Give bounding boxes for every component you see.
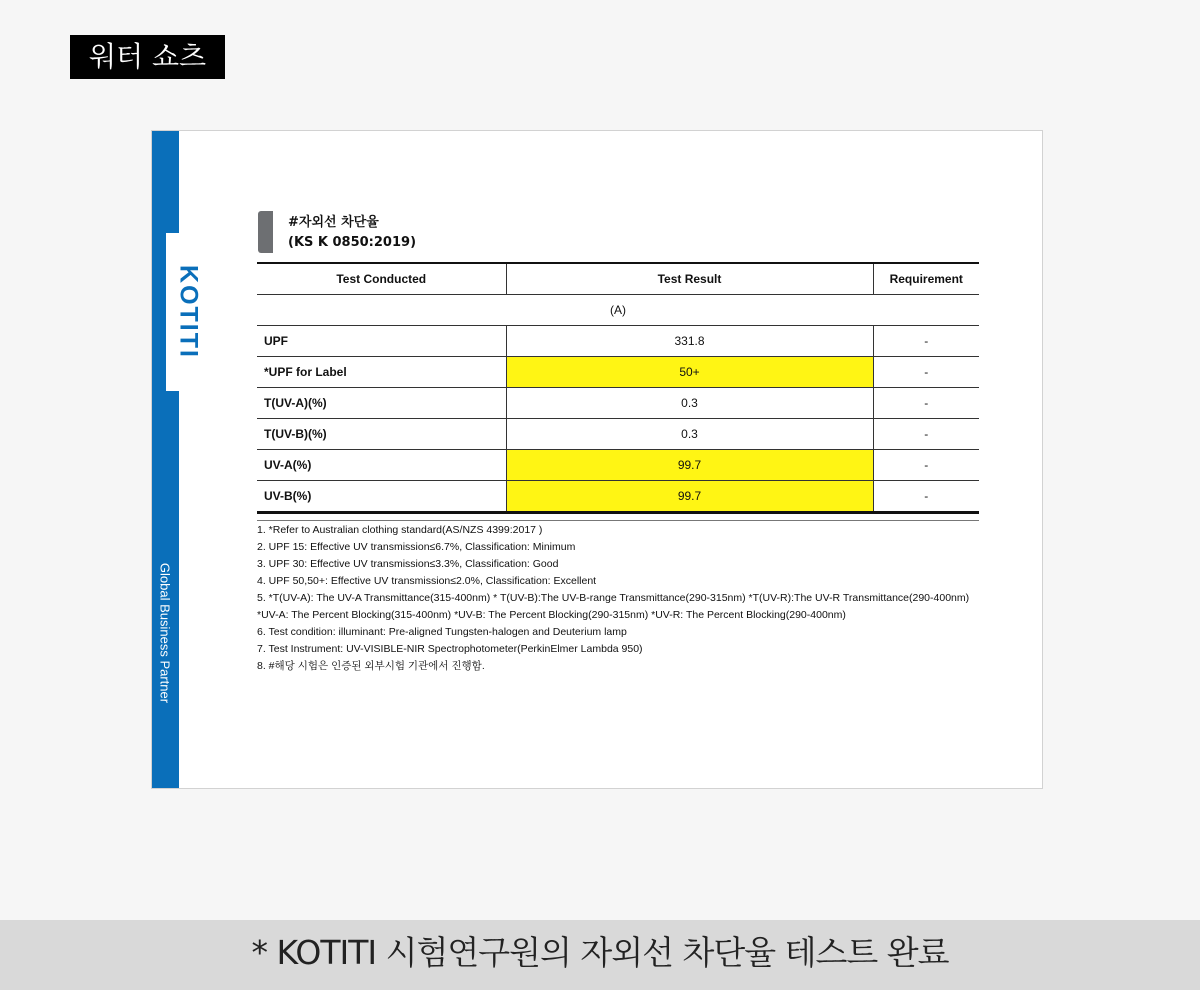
requirement-cell: - (873, 481, 979, 513)
requirement-cell: - (873, 388, 979, 419)
note-item: 1. *Refer to Australian clothing standard(AS/NZS 4399:2017 ) (257, 524, 543, 536)
section-title: #자외선 차단율 (288, 215, 379, 230)
section-heading (288, 213, 416, 253)
test-result-cell: 99.7 (506, 481, 873, 513)
test-name-cell: *UPF for Label (257, 357, 506, 388)
product-tag: 워터 쇼츠 (70, 35, 225, 79)
test-result-cell: 99.7 (506, 450, 873, 481)
test-result-cell: 331.8 (506, 326, 873, 357)
table-row (257, 388, 979, 419)
brand-sidebar (152, 131, 179, 788)
requirement-cell: - (873, 450, 979, 481)
table-row (257, 419, 979, 450)
footer-banner: * KOTITI 시험연구원의 자외선 차단율 테스트 완료 (0, 920, 1200, 990)
note-item: 2. UPF 15: Effective UV transmission≤6.7%, Classification: Minimum (257, 541, 576, 553)
requirement-cell: - (873, 419, 979, 450)
kotiti-logo: KOTITI (174, 265, 203, 359)
header-test-result: Test Result (506, 263, 873, 295)
test-name-cell: T(UV-B)(%) (257, 419, 506, 450)
sample-label-row (257, 295, 979, 326)
notes-divider (257, 520, 979, 521)
table-header-row (257, 263, 979, 295)
notes-list (257, 522, 979, 675)
test-name-cell: UPF (257, 326, 506, 357)
header-test-conducted: Test Conducted (257, 263, 506, 295)
test-name-cell: UV-B(%) (257, 481, 506, 513)
sample-label: (A) (257, 295, 979, 326)
heading-marker (258, 211, 273, 253)
table-row (257, 357, 979, 388)
test-report-card (151, 130, 1043, 789)
note-item: 6. Test condition: illuminant: Pre-aligned Tungsten-halogen and Deuterium lamp (257, 626, 627, 638)
sidebar-tagline: Global Business Partner (157, 562, 173, 704)
note-item: 3. UPF 30: Effective UV transmission≤3.3%, Classification: Good (257, 558, 559, 570)
note-item: 7. Test Instrument: UV-VISIBLE-NIR Spectrophotometer(PerkinElmer Lambda 950) (257, 643, 643, 655)
test-result-cell: 50+ (506, 357, 873, 388)
note-item: 5. *T(UV-A): The UV-A Transmittance(315-400nm) * T(UV-B):The UV-B-range Transmittance(290-315nm) *T(UV-R):The UV-R Transmittance(290-400nm) *UV-A: The Percent Blocking(315-400nm) *UV-B: The Percent Blocking(290-315nm) *UV-R: The Percent Blocking(290-400nm) (257, 592, 970, 621)
test-name-cell: T(UV-A)(%) (257, 388, 506, 419)
section-standard: (KS K 0850:2019) (288, 235, 417, 250)
results-table (257, 262, 979, 514)
test-result-cell: 0.3 (506, 388, 873, 419)
requirement-cell: - (873, 326, 979, 357)
table-row (257, 481, 979, 513)
test-name-cell: UV-A(%) (257, 450, 506, 481)
note-item: 8. #해당 시험은 인증된 외부시험 기관에서 진행함. (257, 660, 485, 672)
note-item: 4. UPF 50,50+: Effective UV transmission≤2.0%, Classification: Excellent (257, 575, 597, 587)
table-row (257, 450, 979, 481)
requirement-cell: - (873, 357, 979, 388)
header-requirement: Requirement (873, 263, 979, 295)
table-row (257, 326, 979, 357)
test-result-cell: 0.3 (506, 419, 873, 450)
